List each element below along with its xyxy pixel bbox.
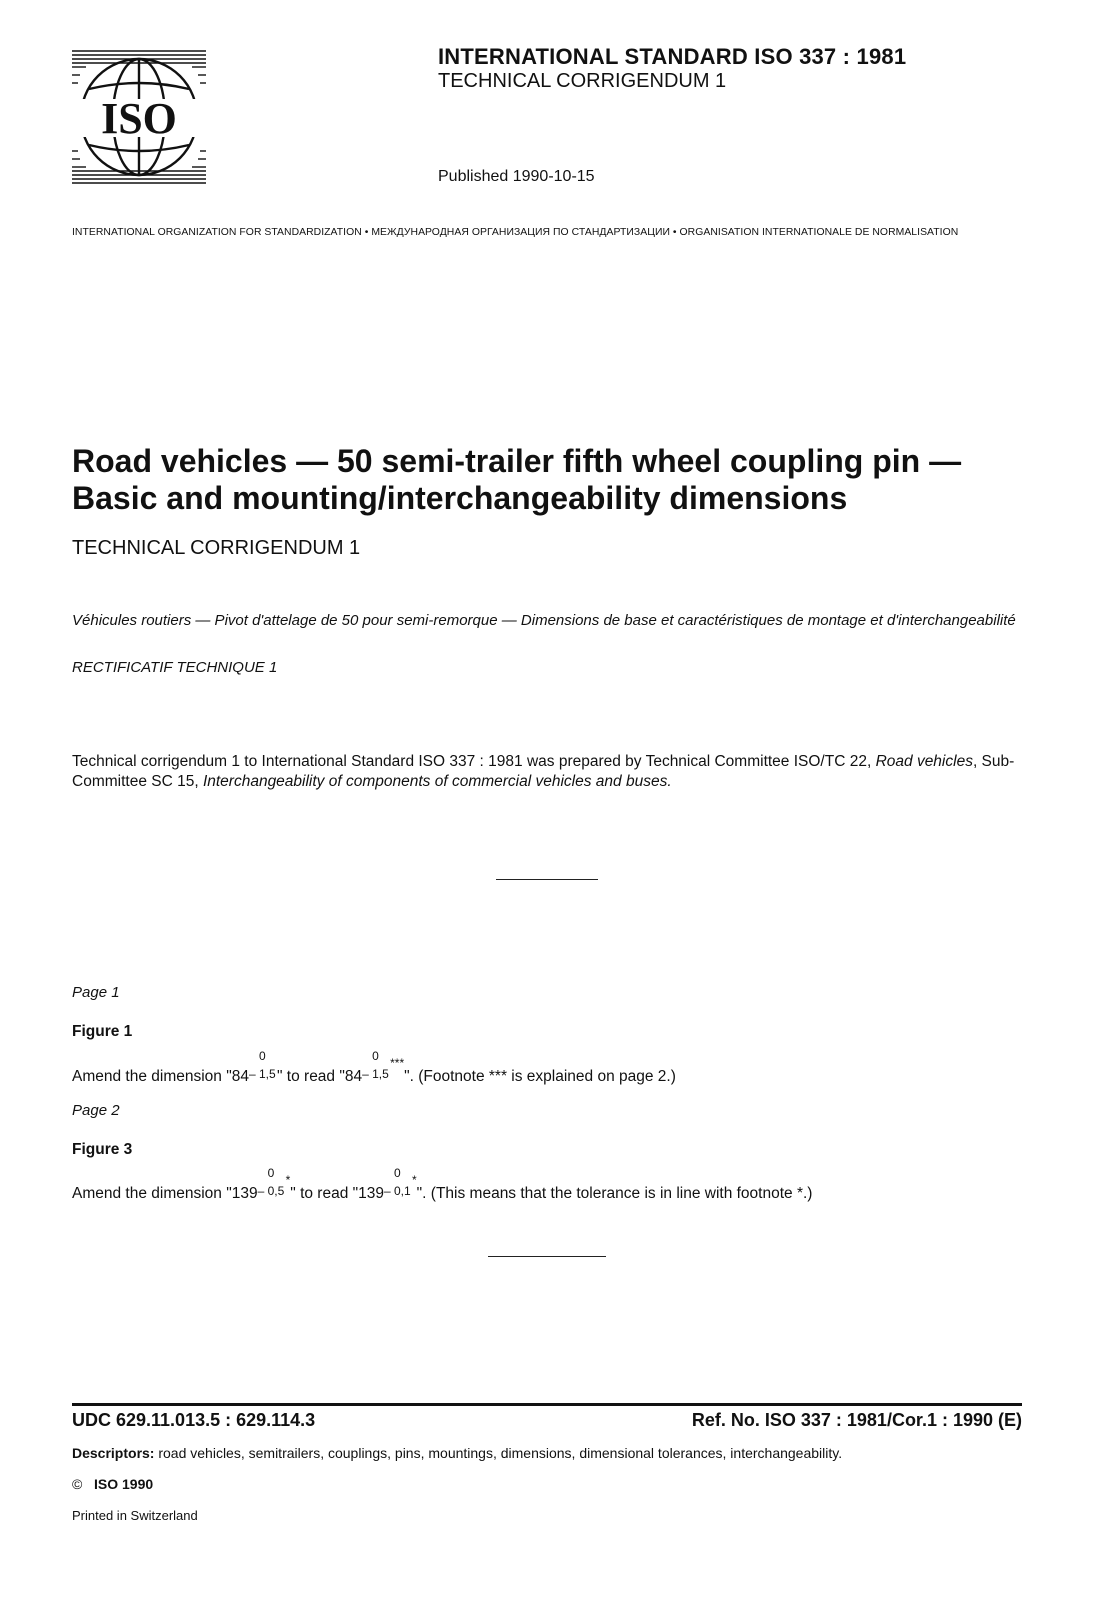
tolerance-upper: 0: [372, 1049, 379, 1063]
tolerance-lower: – 1,5: [362, 1067, 389, 1081]
french-title: Véhicules routiers — Pivot d'attelage de 50 pour semi-remorque — Dimensions de base et caractéristiques de montage et d'interchangeabilité: [72, 612, 1016, 629]
figure-ref-2: Figure 3: [72, 1141, 133, 1158]
standard-subtitle: TECHNICAL CORRIGENDUM 1: [438, 70, 727, 92]
amendment-1: [72, 1049, 676, 1086]
tolerance-old-1: [248, 1049, 277, 1081]
organization-line: INTERNATIONAL ORGANIZATION FOR STANDARDIZATION • МЕЖДУНАРОДНАЯ ОРГАНИЗАЦИЯ ПО СТАНДАРТИЗАЦИИ • ORGANISATION INTERNATIONALE DE NORMALISATION: [72, 227, 959, 238]
tolerance-lower: – 0,5: [257, 1184, 285, 1198]
tolerance-lower: – 0,1: [384, 1184, 411, 1198]
descriptors-list: road vehicles, semitrailers, couplings, pins, mountings, dimensions, dimensional tolerances, interchangeability.: [154, 1445, 843, 1461]
intro-text-1: Technical corrigendum 1 to International Standard ISO 337 : 1981 was prepared by Technical Committee ISO/TC 22,: [72, 753, 876, 770]
intro-subcommittee-name: Interchangeability of components of commercial vehicles and buses.: [202, 773, 672, 790]
printed-location: Printed in Switzerland: [72, 1508, 198, 1523]
tolerance-new-1: [362, 1049, 390, 1081]
footnote-stars: ***: [390, 1056, 405, 1070]
document-title-line2: Basic and mounting/interchangeability dimensions: [72, 480, 848, 516]
copyright-icon: ©: [72, 1476, 83, 1492]
footer-rule: [72, 1403, 1022, 1406]
intro-committee-name: Road vehicles: [875, 753, 973, 770]
tolerance-new-2: [384, 1166, 412, 1198]
tolerance-upper: 0: [267, 1166, 275, 1180]
intro-paragraph: [72, 752, 1042, 792]
page-ref-1: Page 1: [72, 984, 120, 1001]
amendment-1-post: ". (Footnote *** is explained on page 2.): [404, 1068, 676, 1085]
copyright-text: ISO 1990: [94, 1476, 154, 1492]
end-divider: [488, 1256, 606, 1257]
tolerance-old-2: [257, 1166, 286, 1198]
published-date: Published 1990-10-15: [438, 168, 595, 185]
amendment-2: [72, 1166, 813, 1203]
reference-number: Ref. No. ISO 337 : 1981/Cor.1 : 1990 (E): [691, 1410, 1022, 1430]
svg-text:ISO: ISO: [101, 94, 177, 143]
copyright: [72, 1476, 153, 1492]
footnote-star: *: [412, 1173, 417, 1187]
iso-logo: [72, 47, 206, 187]
section-divider: [496, 879, 598, 880]
descriptors-label: Descriptors:: [72, 1445, 155, 1461]
tolerance-upper: 0: [394, 1166, 401, 1180]
udc-number: UDC 629.11.013.5 : 629.114.3: [72, 1410, 316, 1430]
amendment-1-mid: " to read "84: [276, 1068, 363, 1085]
page-ref-2: Page 2: [72, 1102, 120, 1119]
figure-ref-1: Figure 1: [72, 1023, 133, 1040]
french-corrigendum-label: RECTIFICATIF TECHNIQUE 1: [72, 659, 278, 676]
standard-title: INTERNATIONAL STANDARD ISO 337 : 1981: [438, 44, 907, 69]
amendment-2-post: ". (This means that the tolerance is in line with footnote *.): [416, 1185, 813, 1202]
amendment-1-pre: Amend the dimension "84: [72, 1068, 249, 1085]
tolerance-lower: – 1,5: [248, 1067, 276, 1081]
corrigendum-label: TECHNICAL CORRIGENDUM 1: [72, 537, 361, 559]
intro-text-2: , Sub-Committee SC 15,: [72, 753, 1015, 790]
tolerance-upper: 0: [258, 1049, 266, 1063]
amendment-2-pre: Amend the dimension "139: [72, 1185, 258, 1202]
document-title-line1: Road vehicles — 50 semi-trailer fifth wheel coupling pin —: [72, 443, 962, 479]
footnote-star: *: [285, 1173, 291, 1187]
descriptors: [72, 1445, 842, 1461]
amendment-2-mid: " to read "139: [290, 1185, 384, 1202]
